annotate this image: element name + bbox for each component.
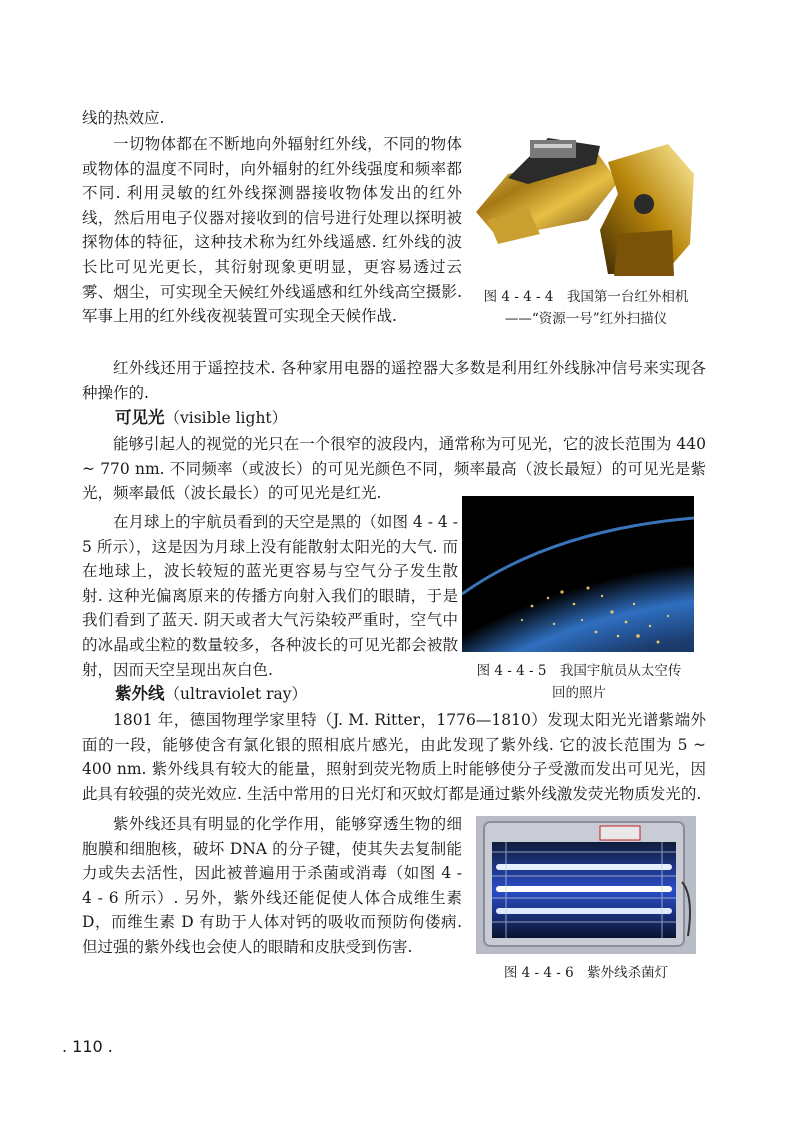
uv-lamp-photo <box>476 816 696 954</box>
earth-night-illustration <box>462 496 694 652</box>
infrared-scanner-illustration <box>468 134 704 280</box>
paragraph-visible-light-range: 能够引起人的视觉的光只在一个很窄的波段内，通常称为可见光，它的波长范围为 440 ~ 770 nm. 不同频率（或波长）的可见光颜色不同，频率最高（波长最短）的可见光是紫光，频率最低（波长最长）的可见光是红光. <box>82 435 706 503</box>
uv-lamp-illustration <box>476 816 696 954</box>
paragraph-infrared-heat: 线的热效应. <box>82 109 165 127</box>
heading-ultraviolet <box>115 682 307 706</box>
paragraph-ultraviolet-discovery: 1801 年，德国物理学家里特（J. M. Ritter，1776—1810）发现太阳光光谱紫端外面的一段，能够使含有氯化银的照相底片感光，由此发现了紫外线. 它的波长范围为 5 ~ 400 nm. 紫外线具有较大的能量，照射到荧光物质上时能够使分子受激而发出可见光，因此具有较强的荧光效应. 生活中常用的日光灯和灭蚊灯都是通过紫外线激发荧光物质发光的. <box>82 711 706 803</box>
heading-visible-light <box>115 406 287 430</box>
figure-4-4-4-caption: 图 4 - 4 - 4 我国第一台红外相机——“资源一号”红外扫描仪 <box>483 289 689 327</box>
heading-ultraviolet-en: （ultraviolet ray） <box>164 685 308 703</box>
figure-4-4-6-caption: 图 4 - 4 - 6 紫外线杀菌灯 <box>503 965 669 981</box>
paragraph-ultraviolet-chemical: 紫外线还具有明显的化学作用，能够穿透生物的细胞膜和细胞核，破坏 DNA 的分子键，使其失去复制能力或失去活性，因此被普遍用于杀菌或消毒（如图 4 - 4 - 6 所示）. 另外，紫外线还能促使人体合成维生素 D，而维生素 D 有助于人体对钙的吸收而预防佝偻病. 但过强的紫外线也会使人的眼睛和皮肤受到伤害. <box>82 815 462 956</box>
heading-ultraviolet-cn: 紫外线 <box>115 684 165 703</box>
paragraph-infrared-remote-sensing: 一切物体都在不断地向外辐射红外线，不同的物体或物体的温度不同时，向外辐射的红外线强度和频率都不同. 利用灵敏的红外线探测器接收物体发出的红外线，然后用电子仪器对接收到的信号进行处理以探明被探物体的特征，这种技术称为红外线遥感. 红外线的波长比可见光更长，其衍射现象更明显，更容易透过云雾、烟尘，可实现全天候红外线遥感和红外线高空摄影. 军事上用的红外线夜视装置可实现全天候作战. <box>82 135 462 326</box>
infrared-scanner-photo <box>468 134 704 280</box>
heading-visible-light-en: （visible light） <box>164 409 288 427</box>
paragraph-infrared-remote-control: 红外线还用于遥控技术. 各种家用电器的遥控器大多数是利用红外线脉冲信号来实现各种操作的. <box>82 359 706 402</box>
earth-from-space-photo <box>462 496 694 652</box>
heading-visible-light-cn: 可见光 <box>115 408 165 427</box>
paragraph-sky-color: 在月球上的宇航员看到的天空是黑的（如图 4 - 4 - 5 所示），这是因为月球上没有能散射太阳光的大气. 而在地球上，波长较短的蓝光更容易与空气分子发生散射. 这种光偏离原来的传播方向射入我们的眼睛，于是我们看到了蓝天. 阴天或者大气污染较严重时，空气中的冰晶或尘粒的数量较多，各种波长的可见光都会被散射，因而天空呈现出灰白色. <box>82 513 458 679</box>
page-number: . 110 . <box>62 1037 113 1056</box>
figure-4-4-5-caption: 图 4 - 4 - 5 我国宇航员从太空传回的照片 <box>476 663 682 701</box>
